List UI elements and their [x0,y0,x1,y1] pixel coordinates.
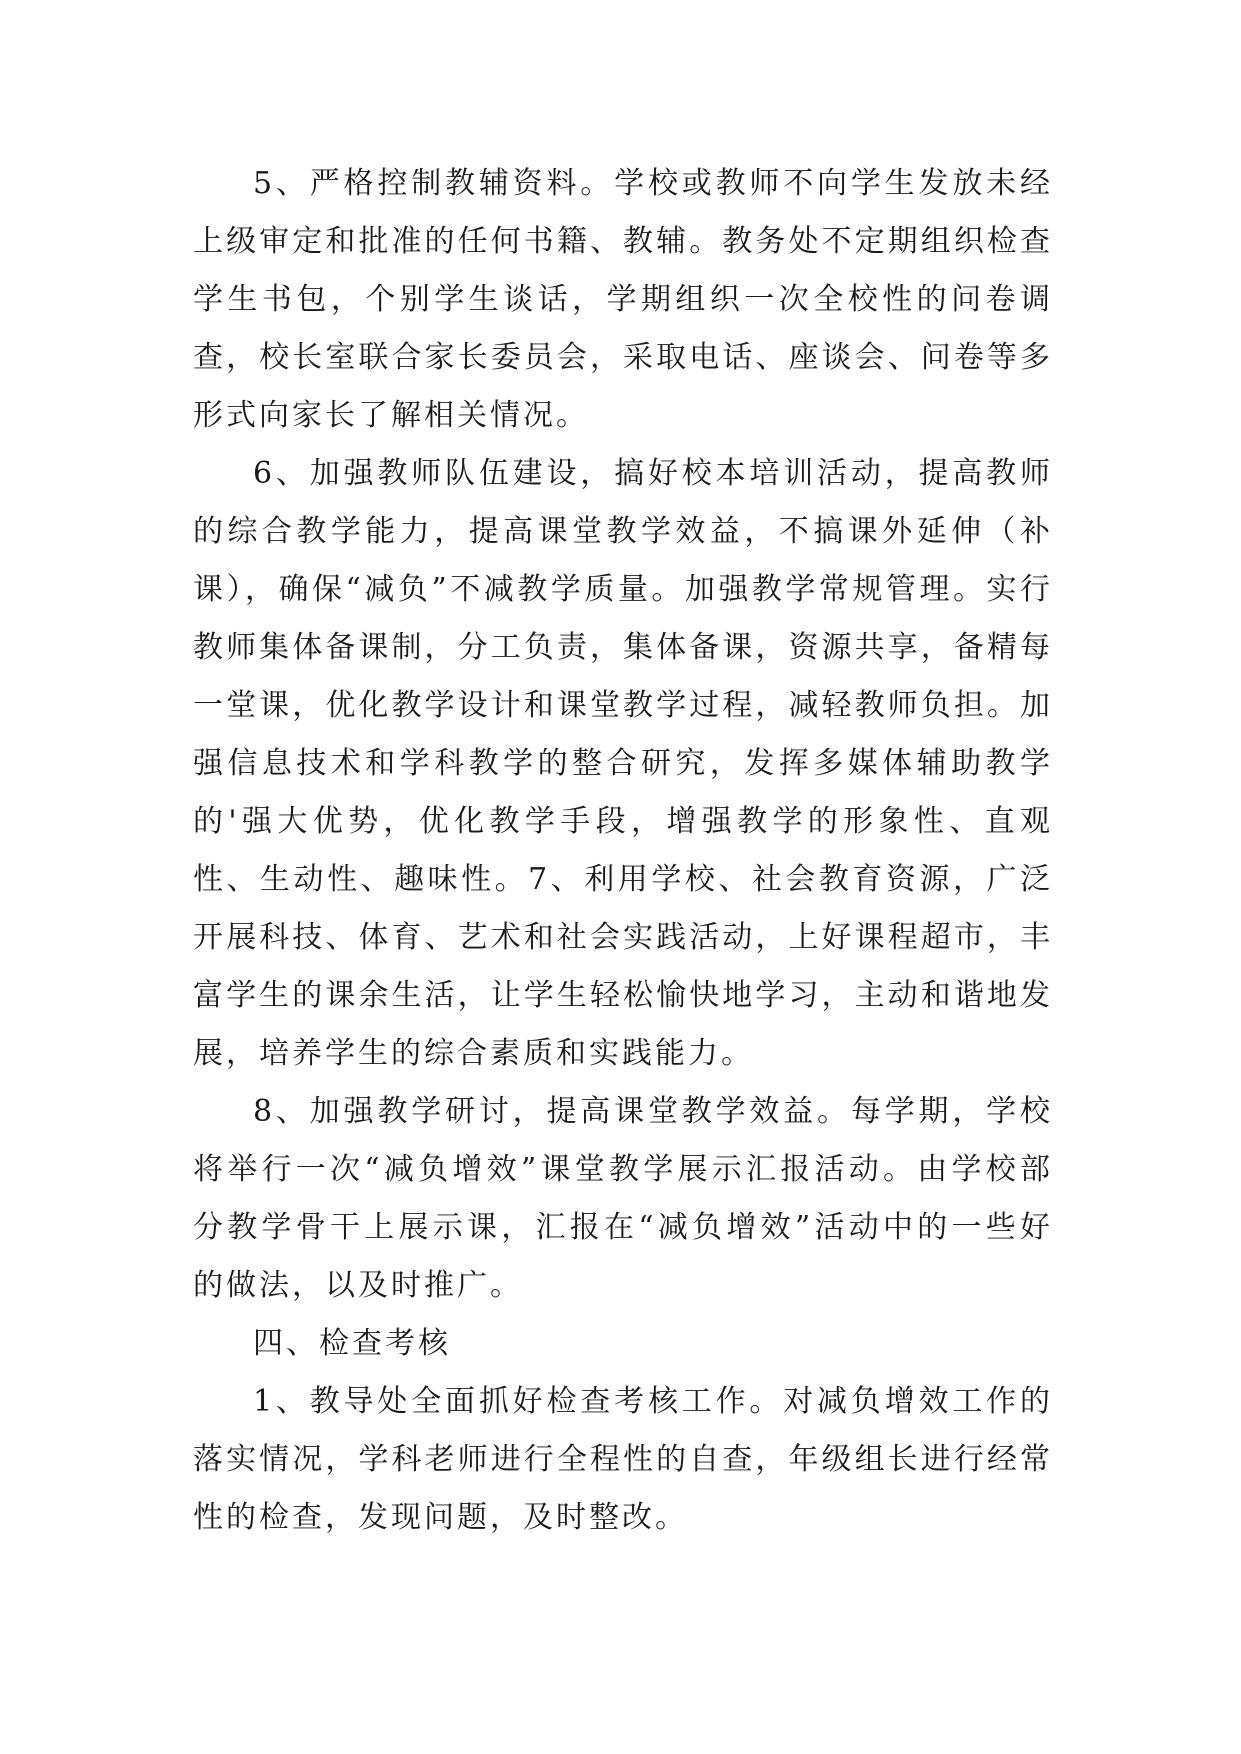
section-heading-inspection: 四、检查考核 [253,1326,451,1361]
paragraph-6-teacher-team: 6、加强教师队伍建设，搞好校本培训活动，提高教师的综合教学能力，提高课堂教学效益，不搞课外延伸（补课），确保“减负”不减教学质量。加强教学常规管理。实行教师集体备课制，分工负责，集体备课，资源共享，备精每一堂课，优化教学设计和课堂教学过程，减轻教师负担。加强信息技术和学科教学的整合研究，发挥多媒体辅助教学的'强大优势，优化教学手段，增强教学的形象性、直观性、生动性、趣味性。7、利用学校、社会教育资源，广泛开展科技、体育、艺术和社会实践活动，上好课程超市，丰富学生的课余生活，让学生轻松愉快地学习，主动和谐地发展，培养学生的综合素质和实践能力。 [193,456,1053,1071]
paragraph-8-teaching-research: 8、加强教学研讨，提高课堂教学效益。每学期，学校将举行一次“减负增效”课堂教学展示汇报活动。由学校部分教学骨干上展示课，汇报在“减负增效”活动中的一些好的做法，以及时推广。 [193,1094,1053,1303]
document-body [193,155,1053,1547]
paragraph-1-inspection: 1、教导处全面抓好检查考核工作。对减负增效工作的落实情况，学科老师进行全程性的自查，年级组长进行经常性的检查，发现问题，及时整改。 [193,1384,1053,1535]
paragraph-5-teaching-materials: 5、严格控制教辅资料。学校或教师不向学生发放未经上级审定和批准的任何书籍、教辅。教务处不定期组织检查学生书包，个别学生谈话，学期组织一次全校性的问卷调查，校长室联合家长委员会，采取电话、座谈会、问卷等多形式向家长了解相关情况。 [193,166,1053,433]
